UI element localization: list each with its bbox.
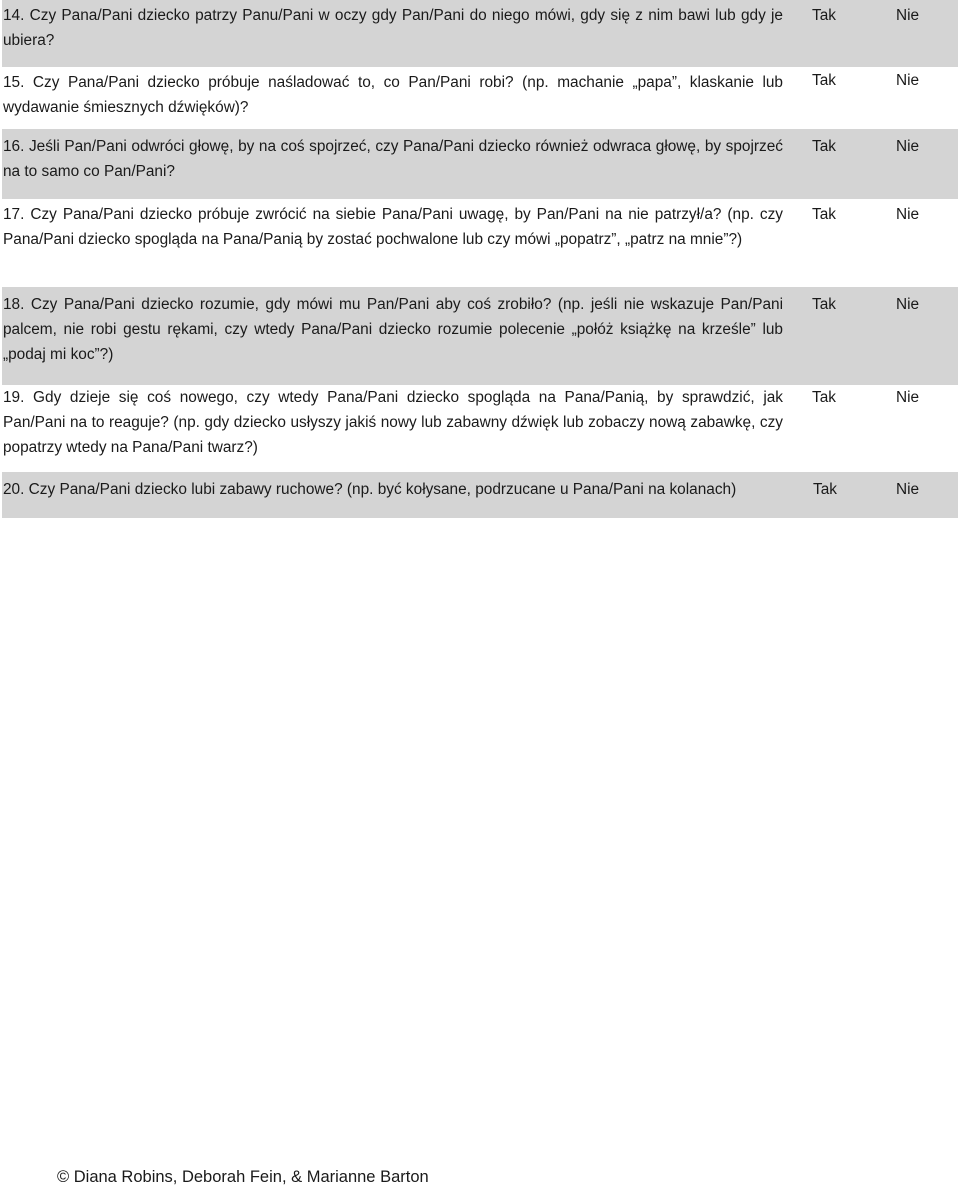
question-text: 17. Czy Pana/Pani dziecko próbuje zwrócić na siebie Pana/Pani uwagę, by Pan/Pani na nie patrzył/a? (np. czy Pana/Pani dziecko spogląda na Pana/Panią by zostać pochwalone lub czy mówi „popatrz”, „patrz na mnie”?) [3,206,783,248]
question-text: 18. Czy Pana/Pani dziecko rozumie, gdy mówi mu Pan/Pani aby coś zrobiło? (np. jeśli nie wskazuje Pan/Pani palcem, nie robi gestu rękami, czy wtedy Pana/Pani dziecko rozumie polecenie „połóż książkę na krześle” lub „podaj mi koc”?) [3,296,783,363]
question-text: 19. Gdy dzieje się coś nowego, czy wtedy Pana/Pani dziecko spogląda na Pana/Panią, by sprawdzić, jak Pan/Pani na to reaguje? (np. gdy dziecko usłyszy jakiś nowy lub zabawny dźwięk lub zobaczy nową zabawkę, czy popatrzy wtedy na Pana/Pani twarz?) [3,389,783,456]
question-row-19 [2,385,958,472]
question-row-17 [2,199,958,287]
answer-no[interactable]: Nie [896,389,920,406]
answer-no[interactable]: Nie [896,206,920,223]
answer-no[interactable]: Nie [896,72,920,89]
answer-yes[interactable]: Tak [812,389,836,406]
question-row-20 [2,472,958,518]
question-row-15 [2,67,958,129]
answer-no[interactable]: Nie [896,7,920,24]
answer-no[interactable]: Nie [896,138,920,155]
answer-yes[interactable]: Tak [812,7,836,24]
question-text: 14. Czy Pana/Pani dziecko patrzy Panu/Pani w oczy gdy Pan/Pani do niego mówi, gdy się z nim bawi lub gdy je ubiera? [3,7,783,49]
question-row-14 [2,0,958,67]
answer-yes[interactable]: Tak [812,206,836,223]
question-text: 20. Czy Pana/Pani dziecko lubi zabawy ruchowe? (np. być kołysane, podrzucane u Pana/Pani na kolanach) [3,481,737,498]
answer-no[interactable]: Nie [896,296,920,313]
question-row-18 [2,287,958,385]
answer-yes[interactable]: Tak [812,296,836,313]
question-row-16 [2,129,958,199]
answer-yes[interactable]: Tak [813,481,837,498]
answer-yes[interactable]: Tak [812,138,836,155]
answer-no[interactable]: Nie [896,481,920,498]
answer-yes[interactable]: Tak [812,72,836,89]
question-text: 15. Czy Pana/Pani dziecko próbuje naśladować to, co Pan/Pani robi? (np. machanie „papa”, klaskanie lub wydawanie śmiesznych dźwięków)? [3,74,783,116]
copyright-footer: © Diana Robins, Deborah Fein, & Marianne Barton [57,1168,429,1186]
question-text: 16. Jeśli Pan/Pani odwróci głowę, by na coś spojrzeć, czy Pana/Pani dziecko również odwraca głowę, by spojrzeć na to samo co Pan/Pani? [3,138,783,180]
